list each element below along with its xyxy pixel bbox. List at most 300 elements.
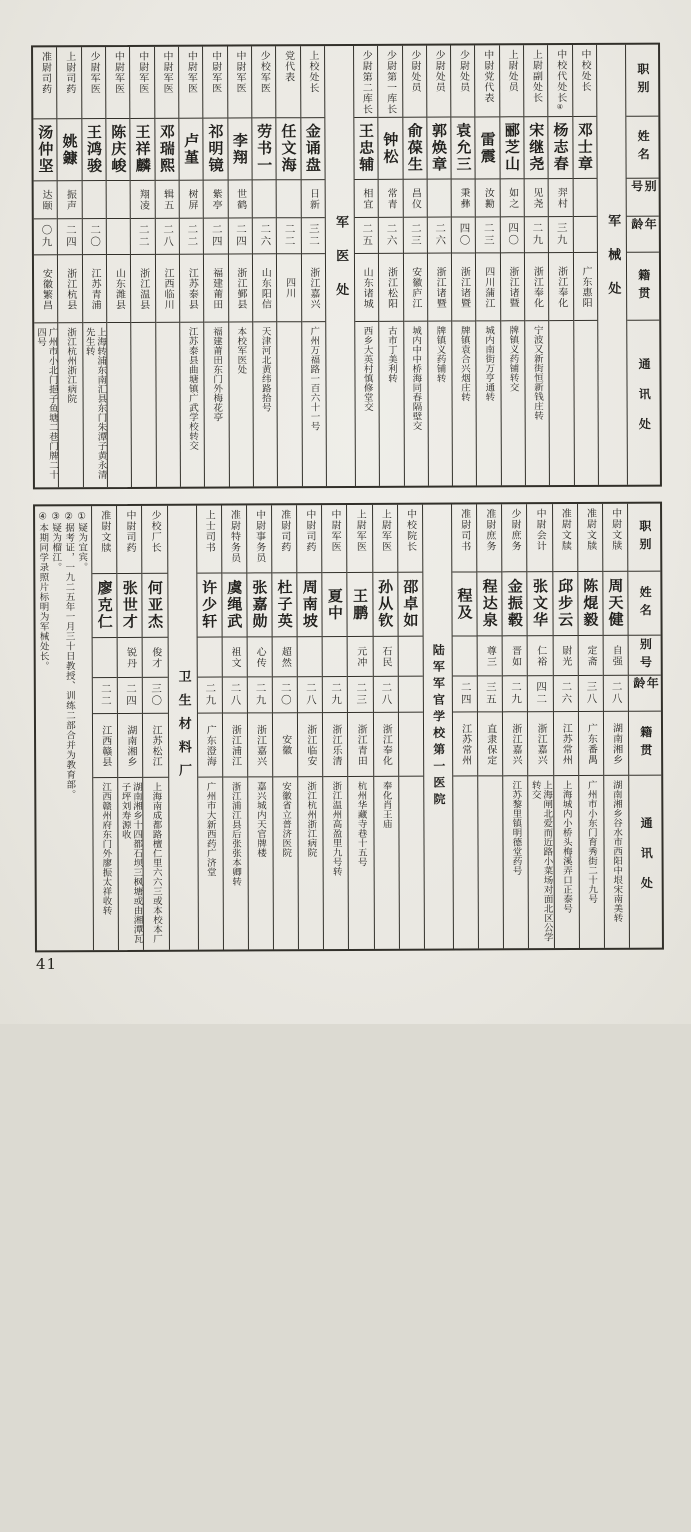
person-age-text: 〇九 (40, 225, 52, 249)
person-origin-text: 山东诸城 (361, 266, 372, 308)
person-column (572, 45, 598, 485)
person-title (404, 506, 415, 552)
person-age-text: 三〇 (150, 683, 162, 707)
person-alias-text: 世鹤 (235, 188, 246, 210)
person-address-text: 福建莆田东门外梅花亭 (211, 327, 222, 422)
person-alias (531, 187, 542, 209)
person-origin (113, 267, 124, 309)
person-column (499, 45, 525, 485)
row-header-column (625, 45, 660, 485)
person-alias (506, 187, 517, 209)
person-name (382, 131, 398, 165)
person-alias-cell (528, 636, 552, 676)
person-address-cell (118, 778, 143, 950)
person-address-text: 上海转浦东南汇县东门朱潭子黄永清先生转 (84, 327, 107, 479)
person-origin-text: 江西赣县 (100, 725, 111, 767)
person-alias-cell (277, 180, 300, 218)
person-origin-text: 江苏常州 (560, 723, 571, 765)
person-age-text: 二三 (410, 223, 422, 247)
person-age (506, 223, 518, 247)
person-name-cell (179, 119, 203, 181)
person-title (39, 48, 50, 94)
person-age-cell (476, 217, 499, 253)
person-origin-cell (501, 253, 525, 321)
person-name-text: 杨志春 (551, 122, 569, 172)
person-title (354, 506, 365, 552)
person-name-text: 郭焕章 (430, 123, 448, 173)
person-address (119, 779, 143, 949)
person-origin-text: 湖南湘乡 (610, 722, 621, 764)
person-origin-text: 四川 (284, 277, 295, 298)
person-address (204, 779, 216, 877)
person-address-cell (529, 776, 554, 948)
person-origin-cell (553, 712, 577, 776)
person-origin-cell (107, 255, 131, 323)
person-alias (458, 187, 469, 209)
person-age-cell (204, 219, 227, 255)
person-name-text: 杜子英 (275, 580, 293, 630)
section-title: 陆军军官学校第一医院 (431, 644, 445, 810)
person-age-cell (180, 219, 203, 255)
person-name-text: 俞葆生 (406, 123, 424, 173)
person-name-text: 袁允三 (454, 123, 472, 173)
person-address (410, 323, 422, 431)
person-column (402, 46, 428, 486)
person-name (110, 124, 126, 174)
person-address-text: 城内中中桥海同春隔壁交 (410, 326, 421, 431)
person-alias-cell (549, 179, 572, 217)
person-origin (355, 723, 366, 765)
person-alias (385, 187, 396, 209)
row-header-cell (629, 776, 662, 948)
person-name-cell (82, 119, 106, 181)
person-title-cell (82, 47, 106, 119)
person-alias-text: 锐丹 (125, 646, 136, 668)
person-column (178, 47, 204, 487)
row-header-cell (629, 712, 661, 776)
person-address-text: 上海闸北爱而近路小菜场对面北区公学转交 (530, 780, 553, 942)
person-age (99, 683, 111, 707)
person-name (455, 123, 471, 173)
person-name-text: 许少轩 (200, 580, 218, 630)
person-age-text: 二三 (483, 223, 495, 247)
person-age-text: 三五 (485, 682, 497, 706)
person-address-cell (223, 777, 248, 949)
person-origin-cell (574, 253, 598, 321)
person-title (379, 506, 390, 552)
person-title-text: 中尉司药 (304, 509, 315, 552)
table-block-hospital-factory (33, 502, 664, 953)
person-address-cell (248, 777, 273, 949)
section-title-column (596, 45, 627, 485)
person-age (459, 682, 471, 706)
person-title (149, 507, 160, 553)
person-address-text: 浙江杭州浙江病院 (65, 327, 76, 403)
person-column (476, 504, 503, 948)
person-address-cell (404, 322, 428, 486)
person-address (235, 323, 247, 374)
person-alias-text: 达颐 (40, 189, 51, 211)
person-title-cell (354, 46, 378, 118)
person-alias (535, 645, 546, 667)
person-alias (409, 187, 420, 209)
person-title (457, 46, 468, 92)
person-name (481, 579, 497, 629)
person-origin (204, 724, 215, 766)
footnote-line: ②据考证，一九二五年一月三十日教授、训练二部合并为教育部。 (62, 511, 77, 945)
person-name-text: 姚鏮 (61, 133, 79, 167)
person-column (221, 505, 248, 949)
person-title (433, 47, 444, 93)
person-alias-text: 心传 (254, 646, 265, 668)
person-origin (305, 724, 316, 766)
person-alias (137, 188, 148, 210)
person-origin (40, 268, 51, 310)
person-name-text: 任文海 (279, 124, 297, 174)
person-alias (229, 646, 240, 668)
person-age (409, 223, 421, 247)
person-address-text: 天津河北黄纬路拾号 (260, 326, 271, 412)
person-age-cell (348, 677, 372, 713)
person-age-cell (604, 676, 628, 712)
person-age-text: 二二 (186, 224, 198, 248)
person-origin-text: 江苏青浦 (89, 268, 100, 310)
person-origin-text: 浙江奉化 (531, 266, 542, 308)
person-address (65, 324, 77, 403)
person-alias-text: 振声 (64, 189, 75, 211)
person-address-cell (550, 321, 574, 485)
person-origin-cell (253, 254, 277, 322)
person-origin-cell (118, 714, 142, 778)
person-title-cell (142, 506, 166, 574)
person-name-cell (578, 572, 602, 636)
person-name-text: 程达泉 (481, 579, 499, 629)
person-title-text: 准尉文牍 (584, 508, 595, 551)
person-address-cell (205, 323, 229, 487)
person-column (129, 47, 155, 487)
person-age-cell (323, 677, 347, 713)
person-origin-text: 江苏常州 (460, 723, 471, 765)
person-alias-text: 晋如 (510, 645, 521, 667)
person-age-text: 二四 (235, 224, 247, 248)
person-origin-text: 江苏泰县 (186, 267, 197, 309)
person-name-cell (573, 117, 597, 179)
row-header-cell (627, 217, 659, 253)
person-column (275, 46, 301, 486)
roster-table (31, 43, 664, 953)
person-age-cell (298, 677, 322, 713)
person-alias-text: 定斋 (585, 644, 596, 666)
person-age (329, 682, 341, 706)
person-age-text: 二八 (229, 683, 241, 707)
row-header-cell (629, 636, 661, 676)
person-alias-cell (93, 638, 117, 678)
person-address-text: 上海城内小桥头梅溪弄口正泰号 (561, 780, 573, 913)
person-title (161, 48, 172, 94)
person-title-cell (573, 45, 597, 117)
person-address (585, 777, 597, 904)
person-origin (585, 722, 596, 764)
row-header-cell (628, 504, 660, 572)
person-name-text: 孙从钦 (376, 579, 394, 629)
person-origin-cell (93, 714, 117, 778)
person-origin (531, 266, 542, 308)
person-origin-text: 浙江温县 (138, 267, 149, 309)
person-address-cell (93, 778, 118, 950)
person-column (227, 46, 253, 486)
person-address-text: 西乡大英村慎修堂交 (361, 326, 372, 412)
person-address-text: 广州万福路一百六十一号 (308, 326, 319, 431)
person-name (577, 122, 593, 172)
person-name-cell (277, 118, 301, 180)
person-title (579, 46, 590, 92)
person-address-text: 江西赣州府东门外廖振太祥收转 (100, 782, 112, 915)
row-header-text: 别号 (638, 637, 652, 673)
person-age-text: 二四 (125, 683, 137, 707)
person-name (431, 123, 447, 173)
person-age-cell (273, 677, 297, 713)
person-name (147, 580, 163, 630)
person-address-text: 广州市小北门挹子鱼塘二巷门牌二十四号 (35, 327, 58, 479)
row-header-cell (628, 572, 660, 636)
person-address-text: 城内南街万亨通转 (483, 325, 494, 401)
person-name-cell (272, 573, 296, 637)
person-alias-cell (503, 636, 527, 676)
person-origin-text: 浙江乐清 (330, 724, 341, 766)
person-title (609, 505, 620, 551)
person-age (360, 223, 372, 247)
person-alias-cell (82, 181, 105, 219)
person-name-text: 邱步云 (556, 578, 574, 628)
person-title-text: 中校代处长 (555, 49, 566, 103)
person-origin (210, 267, 221, 309)
person-alias-cell (427, 180, 450, 218)
person-age-cell (478, 676, 502, 712)
person-origin (64, 268, 75, 310)
person-title-text: 少尉第二库长 (360, 50, 371, 115)
person-address-text: 牌镇义药铺转交 (507, 325, 518, 392)
person-address-text: 本校军医处 (235, 326, 246, 374)
person-alias-cell (273, 637, 297, 677)
person-age (354, 682, 366, 706)
person-title-cell (247, 505, 271, 573)
person-column (196, 506, 223, 950)
person-alias (40, 189, 51, 211)
person-alias-text: 超然 (279, 646, 290, 668)
person-address (280, 778, 292, 857)
person-alias (509, 645, 520, 667)
person-name-text: 何亚杰 (146, 580, 164, 630)
person-address-cell (604, 776, 629, 948)
person-title (304, 506, 315, 552)
section-title: 军医处 (332, 215, 347, 316)
person-age-text: 二八 (611, 681, 623, 705)
person-name (406, 123, 422, 173)
section-title-column (422, 505, 453, 949)
person-title (124, 507, 135, 553)
person-origin-text: 四川蒲江 (483, 266, 494, 308)
person-address-cell (34, 323, 58, 487)
person-title-cell (117, 506, 141, 574)
person-origin (235, 267, 246, 309)
person-age-text: 二二 (100, 683, 112, 707)
person-origin-cell (403, 254, 427, 322)
person-address-cell (349, 777, 374, 949)
person-alias (484, 645, 495, 667)
person-age-cell (253, 218, 276, 254)
person-age-text: 二四 (211, 224, 223, 248)
person-title-cell (130, 47, 154, 119)
person-alias-cell (118, 638, 142, 678)
person-age-cell (501, 217, 524, 253)
person-age-text: 二二 (138, 224, 150, 248)
person-origin-cell (348, 713, 372, 777)
person-alias-text: 羿村 (555, 187, 566, 209)
person-name-cell (222, 573, 246, 637)
person-alias-text: 常青 (385, 187, 396, 209)
person-address (434, 323, 446, 383)
person-title-text: 中尉军医 (234, 50, 245, 93)
person-alias-cell (155, 181, 178, 219)
person-alias-cell (204, 181, 227, 219)
person-title-cell (578, 504, 602, 572)
person-address-cell (302, 322, 326, 486)
person-name (256, 124, 272, 174)
person-name-cell (204, 119, 228, 181)
person-name (201, 580, 217, 630)
person-alias (380, 645, 391, 667)
person-title-cell (322, 505, 346, 573)
person-column (523, 45, 549, 485)
person-name (552, 122, 568, 172)
person-title-text: 中尉军医 (329, 509, 340, 552)
person-address-text: 安徽省立普济医院 (280, 781, 291, 857)
person-alias-cell (107, 181, 130, 219)
person-title (282, 47, 293, 82)
row-header-cell (627, 321, 660, 485)
person-address (531, 322, 543, 420)
person-alias (355, 645, 366, 667)
person-origin-cell (83, 255, 107, 323)
person-address-text: 奉化肖王庙 (381, 781, 392, 829)
person-name (607, 578, 623, 628)
person-origin (535, 723, 546, 765)
person-alias-cell (379, 180, 402, 218)
person-column (474, 45, 500, 485)
person-title (458, 505, 469, 551)
person-name-text: 李翔 (231, 132, 249, 166)
person-alias-text: 日新 (307, 188, 318, 210)
person-origin-text: 浙江诸暨 (434, 266, 445, 308)
person-address-text: 牌镇袁合兴烟庄转 (459, 325, 470, 401)
person-address-text: 宁波又新街恒新钱庄转 (532, 325, 543, 420)
person-alias-cell (403, 180, 426, 218)
person-age-cell (143, 678, 167, 714)
person-column (547, 45, 573, 485)
person-name-cell (528, 572, 552, 636)
person-title-cell (527, 504, 551, 572)
person-origin-cell (273, 713, 297, 777)
person-age-cell (93, 678, 117, 714)
person-title (112, 48, 123, 94)
person-title-text: 中尉事务员 (254, 509, 265, 563)
person-age (210, 224, 222, 248)
person-name (301, 579, 317, 629)
person-title-text: 中尉军医 (161, 51, 172, 94)
person-alias-cell (253, 180, 276, 218)
person-name-cell (297, 573, 321, 637)
person-name (507, 579, 523, 629)
person-title-cell (475, 45, 499, 117)
person-alias (161, 188, 172, 210)
person-column (426, 46, 452, 486)
person-address-text: 江苏黎里镇明德堂药号 (510, 780, 521, 875)
person-origin-cell (156, 255, 180, 323)
person-alias-cell (603, 636, 627, 676)
row-header-text: 通讯处 (637, 358, 651, 448)
person-alias-text: 如之 (507, 187, 518, 209)
person-origin-cell (277, 254, 301, 322)
row-header-text: 年龄 (631, 677, 658, 710)
person-origin-cell (476, 253, 500, 321)
person-age-cell (107, 219, 130, 255)
person-alias-cell (500, 179, 523, 217)
person-name (304, 123, 320, 173)
person-title-cell (301, 46, 325, 118)
person-name-cell (155, 119, 179, 181)
person-address-text: 浙江浦江县后张张本卿转 (230, 781, 241, 886)
person-address-cell (273, 777, 298, 949)
person-age-text: 二四 (460, 682, 472, 706)
person-address-cell (253, 322, 277, 486)
person-age-text: 四〇 (458, 223, 470, 247)
person-origin (385, 266, 396, 308)
person-name-text: 金振毂 (506, 579, 524, 629)
person-origin-text: 浙江嘉兴 (535, 723, 546, 765)
person-age-text: 二九 (330, 682, 342, 706)
person-column (251, 46, 277, 486)
section-title: 卫生材料厂 (175, 669, 190, 786)
person-column (271, 505, 298, 949)
person-age-cell (525, 217, 548, 253)
person-age (555, 222, 567, 246)
person-origin (555, 266, 566, 308)
person-alias-text: 尊三 (484, 645, 495, 667)
person-origin-text: 广东惠阳 (580, 265, 591, 307)
person-origin-text: 安徽庐江 (410, 266, 421, 308)
person-origin (380, 723, 391, 765)
person-name-text: 汤仲坚 (36, 125, 54, 175)
person-origin-cell (549, 253, 573, 321)
person-address-cell (379, 322, 403, 486)
person-name (96, 580, 112, 630)
person-origin-cell (525, 253, 549, 321)
person-origin-cell (478, 712, 502, 776)
person-origin-text: 浙江松阳 (385, 266, 396, 308)
person-title-text: 准尉司书 (459, 508, 470, 551)
person-title-cell (33, 47, 57, 119)
person-name-text: 周南坡 (301, 579, 319, 629)
person-title-cell (502, 504, 526, 572)
person-name-text: 祁明镜 (206, 124, 224, 174)
person-title-cell (451, 45, 475, 117)
person-address (483, 322, 495, 401)
person-alias-cell (197, 638, 221, 678)
person-alias-cell (131, 181, 154, 219)
person-alias (210, 188, 221, 210)
person-name-cell (131, 119, 155, 181)
person-alias-text: 元冲 (355, 645, 366, 667)
